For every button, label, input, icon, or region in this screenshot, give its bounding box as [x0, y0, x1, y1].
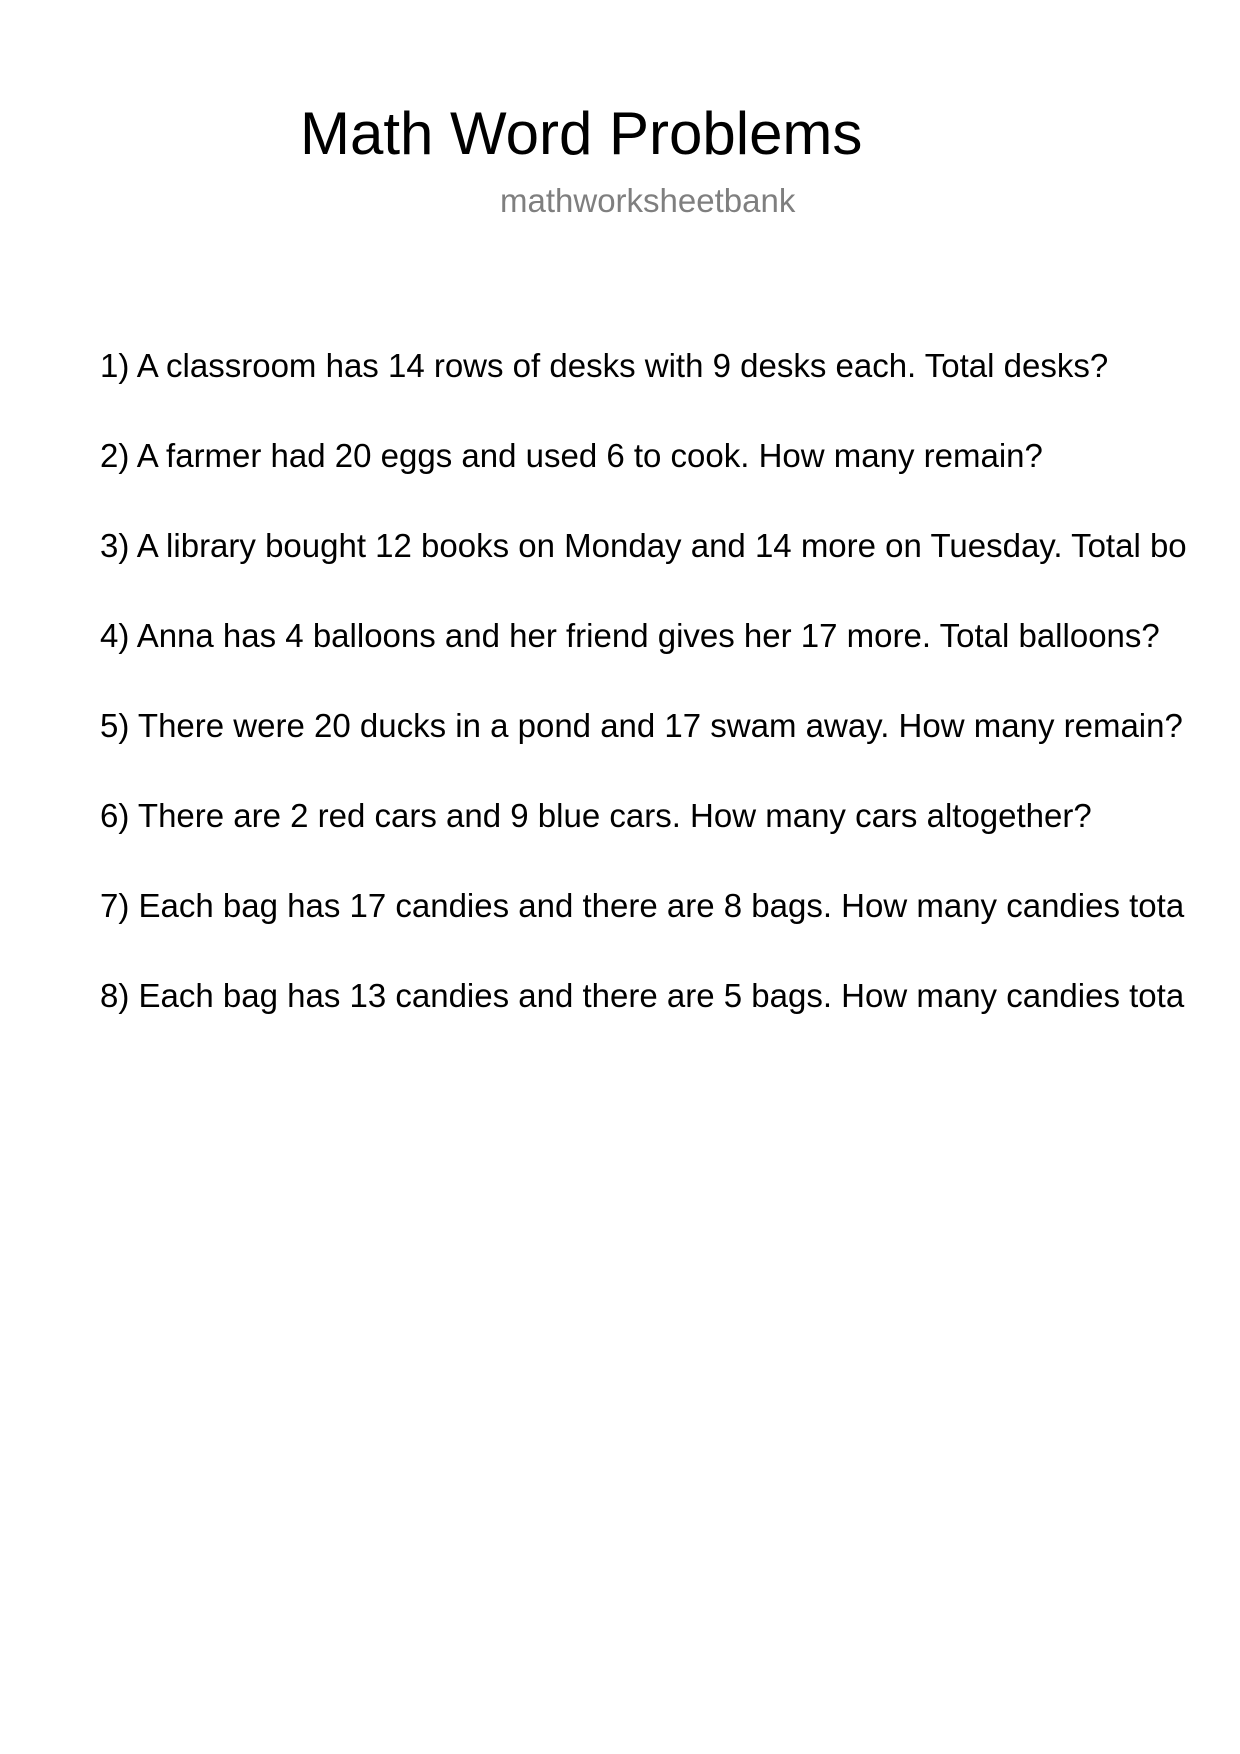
- worksheet-title: Math Word Problems: [300, 100, 863, 167]
- problem-list: [100, 346, 1240, 1066]
- problem-4: 4) Anna has 4 balloons and her friend gives her 17 more. Total balloons?: [100, 617, 1160, 654]
- problem-6: 6) There are 2 red cars and 9 blue cars. How many cars altogether?: [100, 797, 1092, 834]
- problem-8: 8) Each bag has 13 candies and there are 5 bags. How many candies tota: [100, 977, 1185, 1014]
- worksheet-source: mathworksheetbank: [500, 182, 796, 219]
- problem-7: 7) Each bag has 17 candies and there are 8 bags. How many candies tota: [100, 887, 1185, 924]
- problem-3: 3) A library bought 12 books on Monday and 14 more on Tuesday. Total bo: [100, 527, 1187, 564]
- problem-1: 1) A classroom has 14 rows of desks with 9 desks each. Total desks?: [100, 347, 1109, 384]
- problem-2: 2) A farmer had 20 eggs and used 6 to cook. How many remain?: [100, 437, 1043, 474]
- problem-5: 5) There were 20 ducks in a pond and 17 swam away. How many remain?: [100, 707, 1183, 744]
